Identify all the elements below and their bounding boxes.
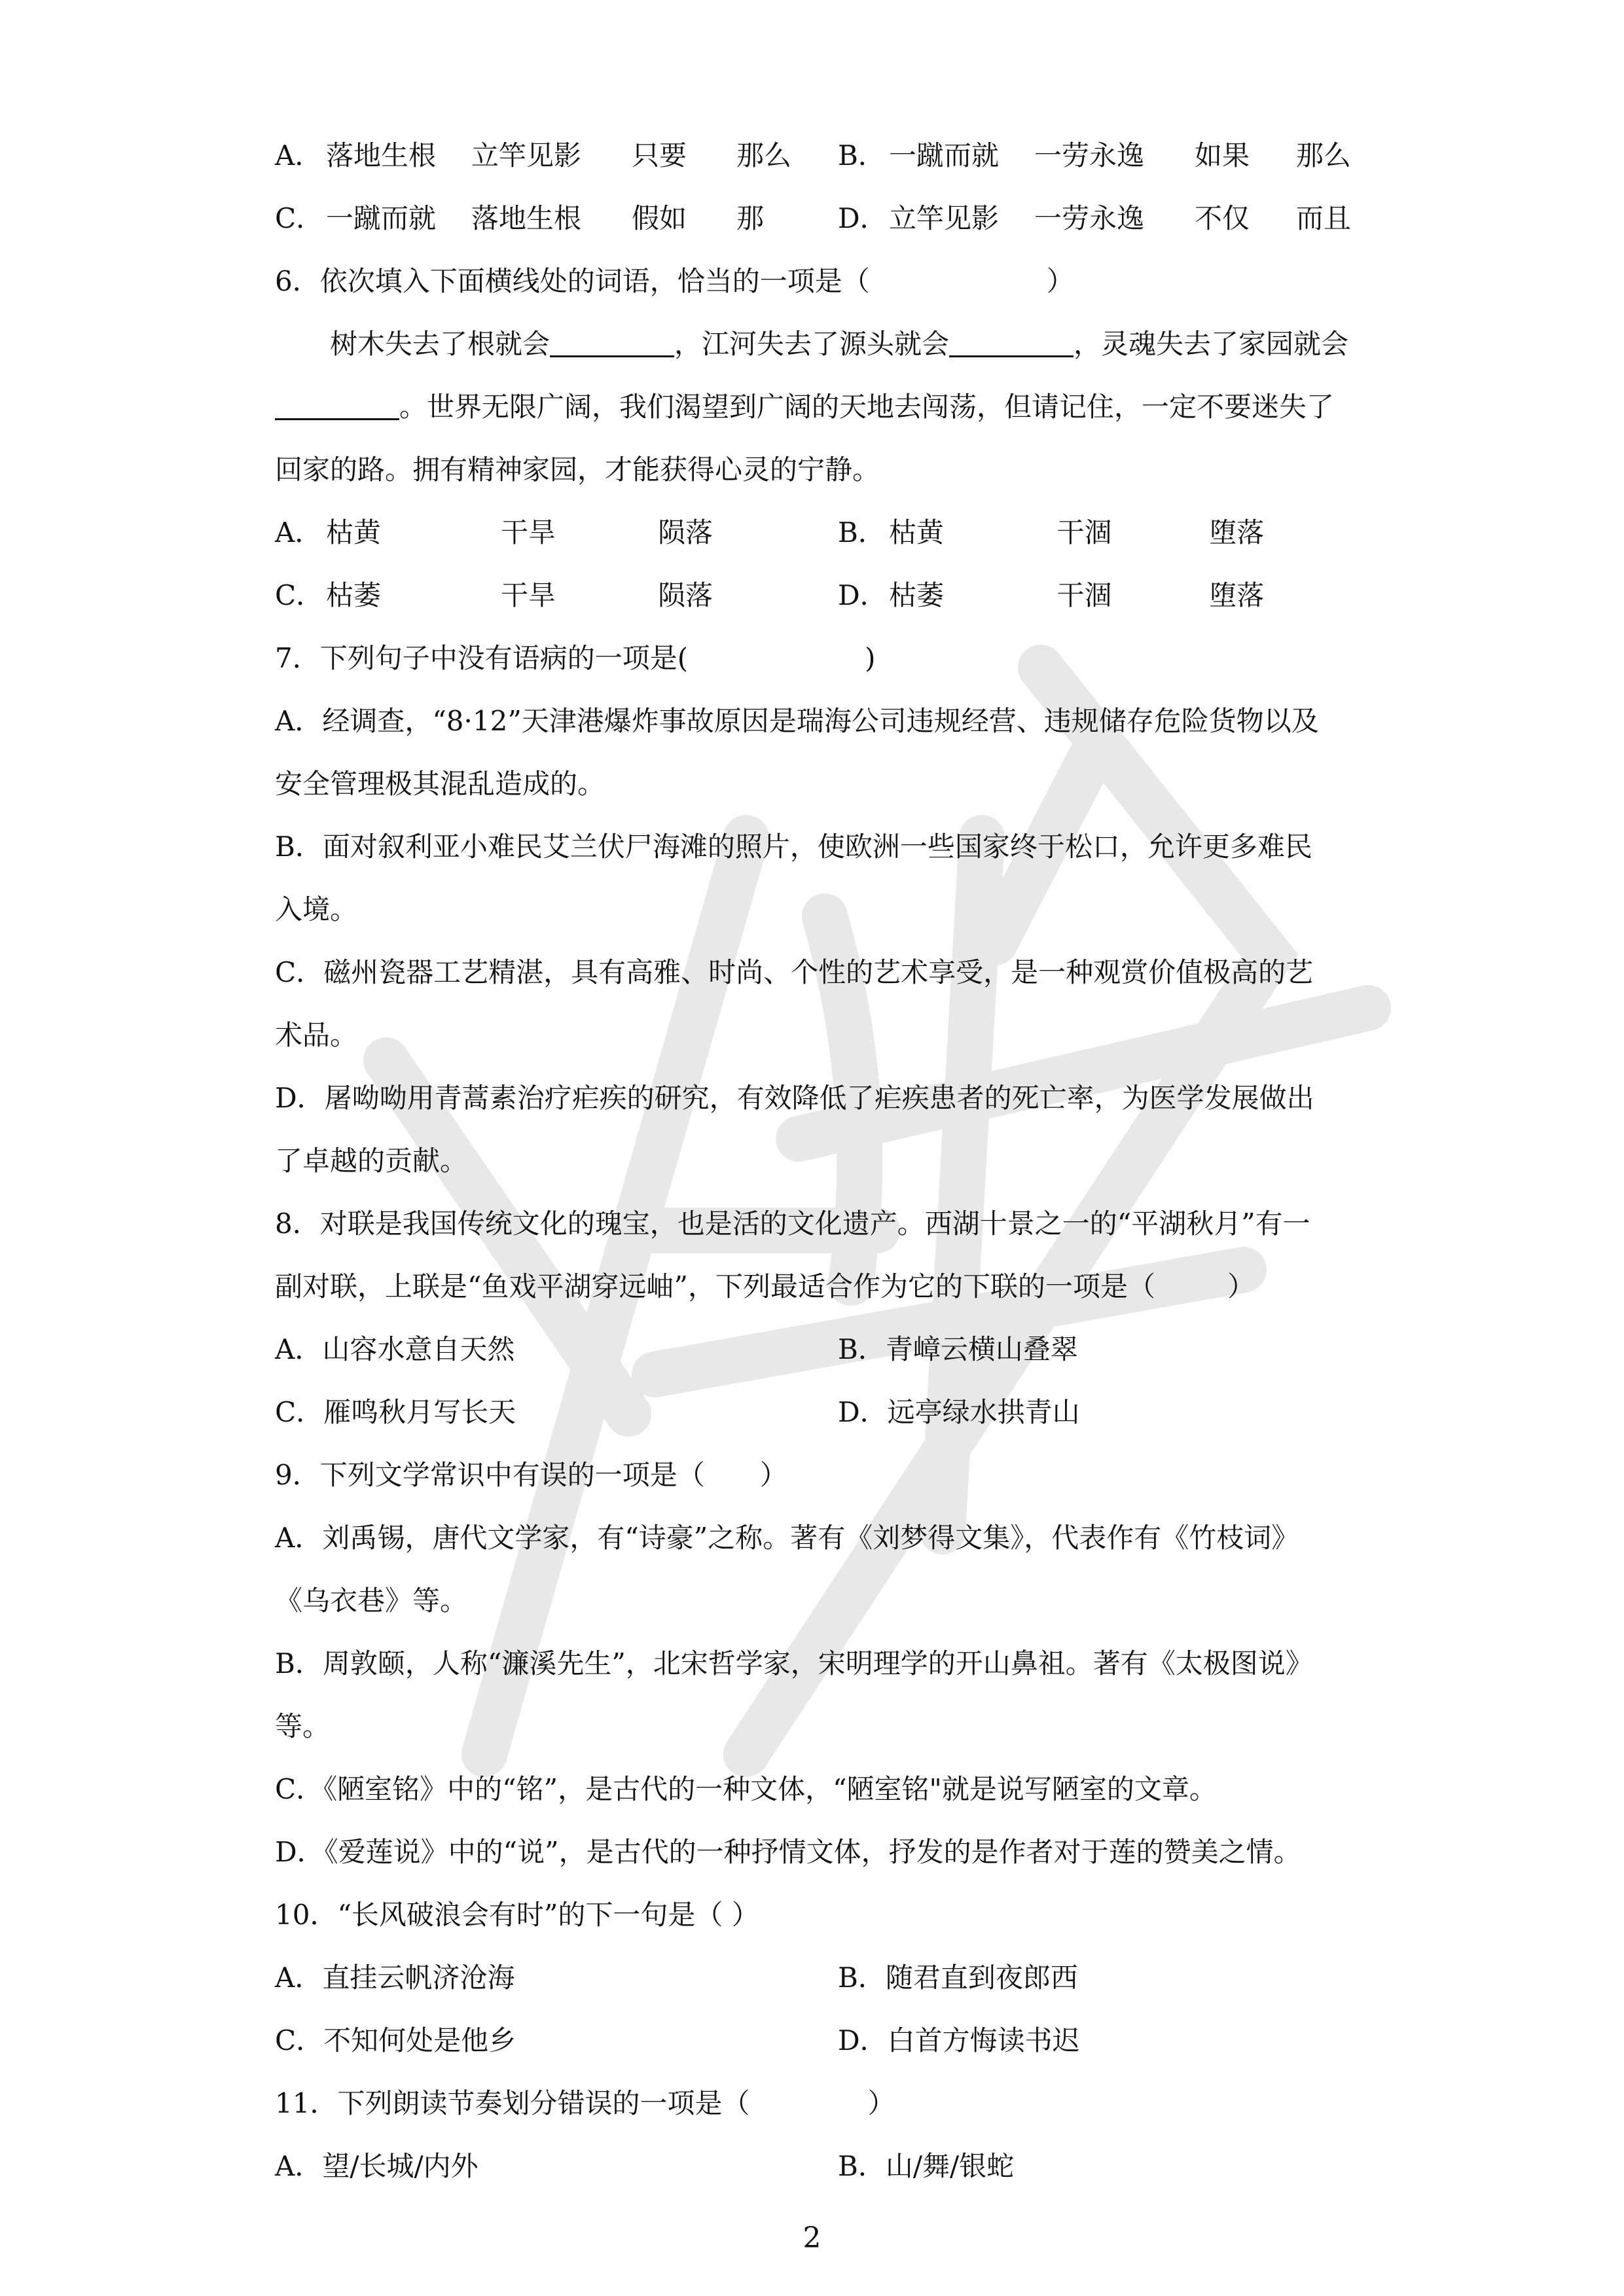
q9-option-b-line-1: B．周敦颐，人称“濂溪先生”，北宋哲学家，宋明理学的开山鼻祖。著有《太极图说》 xyxy=(275,1647,1313,1679)
q10-option-b: B．随君直到夜郎西 xyxy=(838,1962,1078,1994)
q5-option-c: C．一蹴而就 落地生根 假如 那 xyxy=(275,202,765,234)
q9-stem: 9．下列文学常识中有误的一项是（ ） xyxy=(275,1459,787,1491)
q7-option-b-line-1: B．面对叙利亚小难民艾兰伏尸海滩的照片，使欧洲一些国家终于松口，允许更多难民 xyxy=(275,831,1312,863)
q7-option-d-line-2: 了卓越的贡献。 xyxy=(275,1145,468,1177)
q11-options-row-1 xyxy=(275,2135,1362,2198)
q8-option-c: C．雁鸣秋月写长天 xyxy=(275,1396,516,1428)
q7-option-a-line-1: A．经调查，“8·12”天津港爆炸事故原因是瑞海公司违规经营、违规储存危险货物以及 xyxy=(275,705,1319,737)
q5-options-row-2 xyxy=(275,187,1362,250)
q8-options-row-2 xyxy=(275,1381,1362,1444)
page-number: 2 xyxy=(803,2221,821,2255)
q10-option-c: C．不知何处是他乡 xyxy=(275,2024,516,2056)
q5-options-row-1 xyxy=(275,124,1362,187)
q10-options-row-1 xyxy=(275,1946,1362,2009)
q5-option-b: B． 一蹴而就 一劳永逸 如果 那么 xyxy=(838,139,1352,171)
q6-passage-line-1: 树木失去了根就会 ，江河失去了源头就会 ，灵魂失去了家园就会 xyxy=(330,328,1349,360)
q8-option-b: B．青嶂云横山叠翠 xyxy=(838,1333,1078,1365)
q7-stem: 7．下列句子中没有语病的一项是( ) xyxy=(275,642,876,674)
q8-options-row-1 xyxy=(275,1318,1362,1381)
q10-options-row-2 xyxy=(275,2009,1362,2072)
q10-stem: 10．“长风破浪会有时”的下一句是（ ） xyxy=(275,1899,759,1931)
q6-passage-line-3: 回家的路。拥有精神家园，才能获得心灵的宁静。 xyxy=(275,454,880,486)
q8-stem-line-1: 8．对联是我国传统文化的瑰宝，也是活的文化遗产。西湖十景之一的“平湖秋月”有一 xyxy=(275,1208,1310,1240)
q11-option-b: B．山/舞/银蛇 xyxy=(838,2150,1015,2182)
q9-option-c: C．《陋室铭》中的“铭”，是古代的一种文体，“陋室铭"就是说写陋室的文章。 xyxy=(275,1773,1217,1805)
q6-options-row-2 xyxy=(275,564,1362,627)
answer-blank xyxy=(550,329,674,357)
q6-stem: 6．依次填入下面横线处的词语，恰当的一项是（ ） xyxy=(275,265,1074,297)
q8-stem-line-2: 副对联，上联是“鱼戏平湖穿远岫”，下列最适合作为它的下联的一项是（ ） xyxy=(275,1270,1255,1302)
q7-option-c-line-1: C．磁州瓷器工艺精湛，具有高雅、时尚、个性的艺术享受，是一种观赏价值极高的艺 xyxy=(275,956,1314,988)
q7-option-a-line-2: 安全管理极其混乱造成的。 xyxy=(275,768,605,800)
q8-option-d: D．远亭绿水拱青山 xyxy=(838,1396,1080,1428)
q9-option-d: D．《爱莲说》中的“说”，是古代的一种抒情文体，抒发的是作者对于莲的赞美之情。 xyxy=(275,1836,1301,1868)
q10-option-d: D．白首方悔读书迟 xyxy=(838,2024,1080,2056)
q8-option-a: A．山容水意自天然 xyxy=(275,1333,515,1365)
q9-option-a-line-2: 《乌衣巷》等。 xyxy=(275,1585,468,1617)
q6-passage-line-2: 。世界无限广阔，我们渴望到广阔的天地去闯荡，但请记住，一定不要迷失了 xyxy=(275,376,1362,439)
q10-option-a: A．直挂云帆济沧海 xyxy=(275,1962,515,1994)
q7-option-c-line-2: 术品。 xyxy=(275,1019,358,1051)
q5-option-d: D．立竿见影 一劳永逸 不仅 而且 xyxy=(838,202,1352,234)
q9-option-b-line-2: 等。 xyxy=(275,1710,331,1742)
q9-option-a-line-1: A．刘禹锡，唐代文学家，有“诗豪”之称。著有《刘梦得文集》，代表作有《竹枝词》 xyxy=(275,1522,1299,1554)
q11-option-a: A．望/长城/内外 xyxy=(275,2150,478,2182)
q6-option-b: B． 枯黄 干涸 堕落 xyxy=(838,516,1265,548)
q11-stem: 11．下列朗读节奏划分错误的一项是（ ） xyxy=(275,2087,895,2119)
answer-blank xyxy=(275,392,399,420)
q6-option-a: A． 枯黄 干旱 陨落 xyxy=(275,516,713,548)
q6-options-row-1 xyxy=(275,501,1362,564)
document-body xyxy=(275,124,1362,2198)
q6-option-c: C．枯萎 干旱 陨落 xyxy=(275,579,713,611)
q7-option-b-line-2: 入境。 xyxy=(275,893,358,925)
q7-option-d-line-1: D．屠呦呦用青蒿素治疗疟疾的研究，有效降低了疟疾患者的死亡率，为医学发展做出 xyxy=(275,1082,1314,1114)
answer-blank xyxy=(949,329,1074,357)
q5-option-a: A． 落地生根 立竿见影 只要 那么 xyxy=(275,139,792,171)
q6-option-d: D．枯萎 干涸 堕落 xyxy=(838,579,1265,611)
